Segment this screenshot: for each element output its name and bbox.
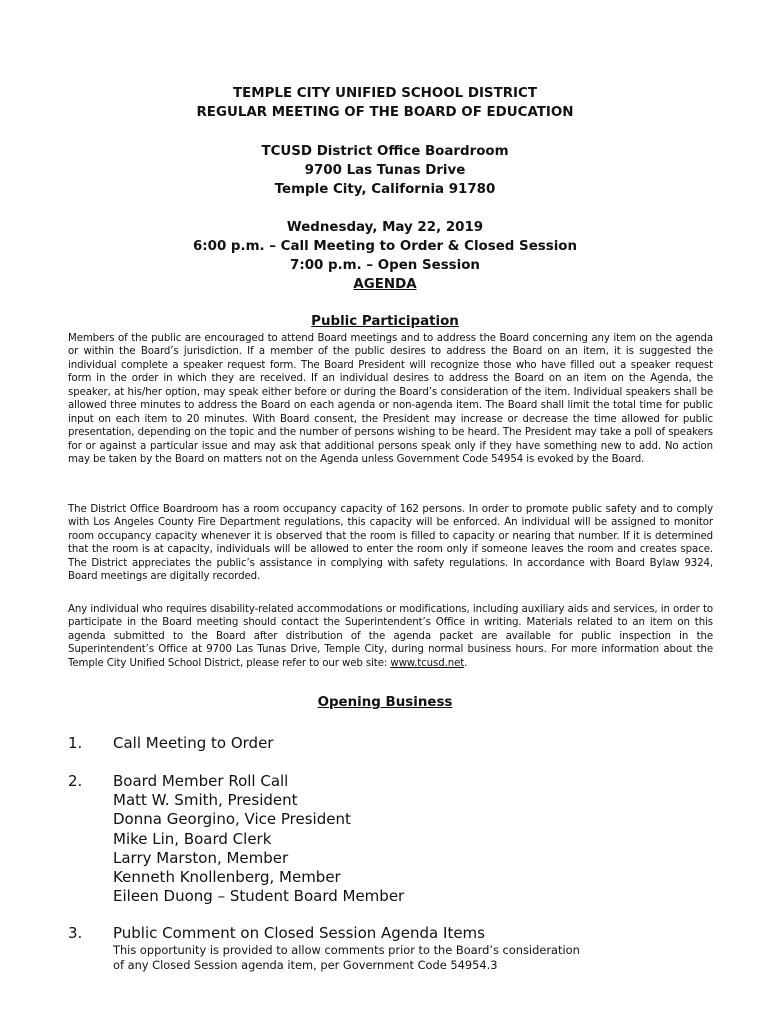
meeting-location bbox=[0, 142, 770, 199]
public-participation-paragraph: Members of the public are encouraged to attend Board meetings and to address the Board concerning any item on the agenda or within the Board’s jurisdiction. If a member of the public desires to address the Board on an item, it is suggested the individual complete a speaker request form. The Board President will recognize those who have filled out a speaker request form in the order in which they are received. If an individual desires to address the Board on an item on the Agenda, the speaker, at his/her option, may speak either before or during the Board’s consideration of the item. Individual speakers shall be allowed three minutes to address the Board on each agenda or non-agenda item. The Board shall limit the total time for public input on each item to 20 minutes. With Board consent, the President may increase or decrease the time allowed for public presentation, depending on the topic and the number of persons wishing to be heard. The President may take a poll of speakers for or against a particular issue and may ask that additional persons speak only if they have something new to add. No action may be taken by the Board on matters not on the Agenda unless Government Code 54954 is evoked by the Board. bbox=[68, 333, 713, 466]
accommodations-text: Any individual who requires disability-related accommodations or modifications, including auxiliary aids and services, in order to participate in the Board meeting should contact the Superintendent’s Office in writing. Materials related to an item on this agenda submitted to the Board after distribution of the agenda packet are available for public inspection in the Superintendent’s Office at 9700 Las Tunas Drive, Temple City, during normal business hours. For more information about the Temple City Unified School District, please refer to our web site: bbox=[68, 604, 713, 669]
board-member: Kenneth Knollenberg, Member bbox=[113, 868, 341, 887]
item-label: Public Comment on Closed Session Agenda Items bbox=[113, 924, 485, 942]
board-member: Eileen Duong – Student Board Member bbox=[113, 887, 405, 906]
location-name: TCUSD District Office Boardroom bbox=[261, 144, 509, 159]
agenda-heading: AGENDA bbox=[353, 277, 417, 292]
board-member: Matt W. Smith, President bbox=[113, 791, 298, 810]
item-number: 3. bbox=[68, 924, 83, 942]
meeting-date: Wednesday, May 22, 2019 bbox=[286, 220, 484, 235]
district-name: TEMPLE CITY UNIFIED SCHOOL DISTRICT bbox=[233, 86, 537, 101]
document-header bbox=[0, 84, 770, 122]
item-note: This opportunity is provided to allow comments prior to the Board’s consideration bbox=[113, 943, 580, 958]
item-label: Board Member Roll Call bbox=[113, 772, 289, 790]
board-member: Larry Marston, Member bbox=[113, 848, 289, 867]
public-participation-heading: Public Participation bbox=[311, 314, 459, 329]
item-number: 2. bbox=[68, 772, 83, 790]
board-member: Mike Lin, Board Clerk bbox=[113, 829, 272, 848]
website-link[interactable]: www.tcusd.net bbox=[390, 657, 465, 669]
board-member: Donna Georgino, Vice President bbox=[113, 810, 351, 829]
item-label: Call Meeting to Order bbox=[113, 734, 274, 752]
accommodations-paragraph bbox=[68, 603, 713, 670]
location-address: 9700 Las Tunas Drive bbox=[304, 163, 466, 178]
meeting-schedule bbox=[0, 218, 770, 294]
open-session-time: 7:00 p.m. – Open Session bbox=[290, 258, 480, 273]
opening-business-heading: Opening Business bbox=[317, 695, 453, 710]
meeting-title: REGULAR MEETING OF THE BOARD OF EDUCATION bbox=[196, 105, 574, 120]
item-note: of any Closed Session agenda item, per Government Code 54954.3 bbox=[113, 958, 498, 973]
location-city: Temple City, California 91780 bbox=[274, 182, 496, 197]
closed-session-time: 6:00 p.m. – Call Meeting to Order & Closed Session bbox=[192, 239, 578, 254]
occupancy-paragraph: The District Office Boardroom has a room occupancy capacity of 162 persons. In order to promote public safety and to comply with Los Angeles County Fire Department regulations, this capacity will be enforced. An individual will be assigned to monitor room occupancy capacity whenever it is observed that the room is filled to capacity or nearing that number. If it is determined that the room is at capacity, individuals will be allowed to enter the room only if someone leaves the room and creates space. The District appreciates the public’s assistance in complying with safety regulations. In accordance with Board Bylaw 9324, Board meetings are digitally recorded. bbox=[68, 504, 713, 583]
item-number: 1. bbox=[68, 734, 83, 752]
accommodations-end: . bbox=[464, 657, 468, 669]
